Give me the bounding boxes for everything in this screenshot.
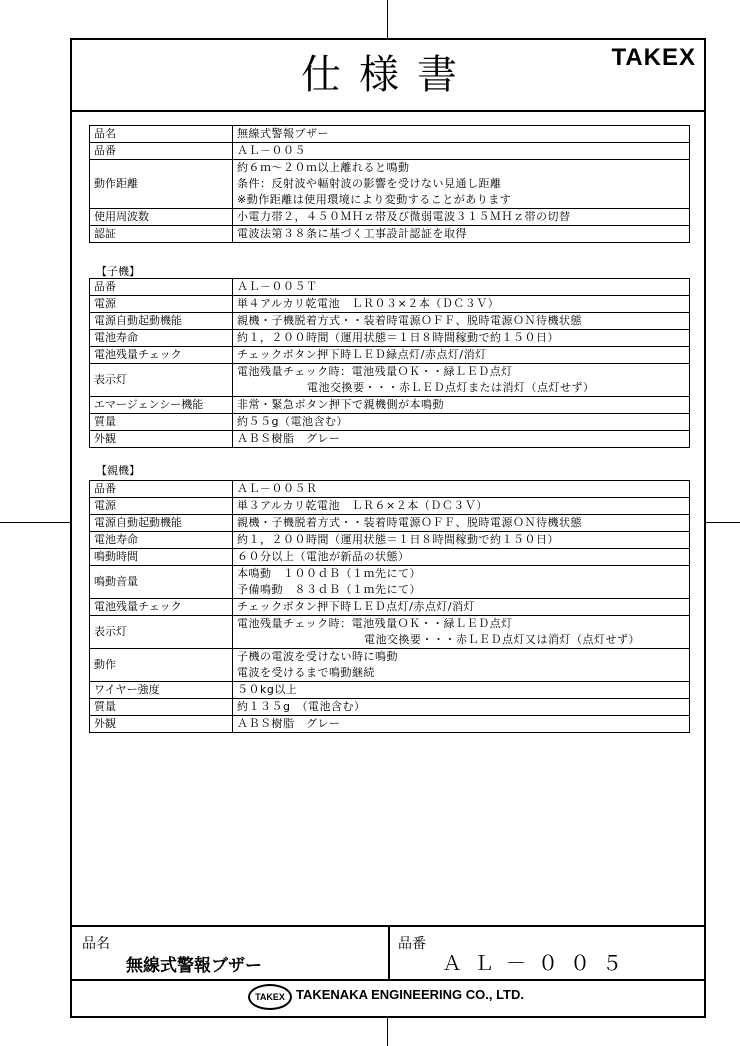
child-section-label: 【子機】 — [96, 265, 140, 278]
spec-value-line: ＡＬ－００５Ｔ — [237, 280, 318, 293]
spec-key: 質量 — [90, 699, 233, 716]
spec-value — [233, 347, 690, 364]
table-row — [90, 481, 690, 498]
spec-value — [233, 716, 690, 733]
product-name-value: 無線式警報ブザー — [126, 956, 262, 976]
spec-value — [233, 649, 690, 682]
product-code-label: 品番 — [398, 936, 426, 952]
table-row — [90, 616, 690, 649]
spec-value-line: 単４アルカリ乾電池 ＬＲ０３×２本（ＤＣ３Ｖ） — [237, 297, 500, 310]
spec-key: 表示灯 — [90, 616, 233, 649]
spec-value-line: ＡＬ－００５ — [237, 144, 306, 157]
spec-value — [233, 330, 690, 347]
product-summary — [72, 925, 704, 981]
spec-value — [233, 313, 690, 330]
spec-value-line: チェックボタン押下時ＬＥＤ点灯/赤点灯/消灯 — [237, 600, 476, 613]
table-row — [90, 226, 690, 243]
table-row — [90, 397, 690, 414]
parent-section-label: 【親機】 — [96, 464, 140, 477]
table-row — [90, 347, 690, 364]
spec-key: 電池残量チェック — [90, 347, 233, 364]
spec-value — [233, 126, 690, 143]
page-title: 仕様書 — [301, 52, 475, 98]
spec-key: 電池寿命 — [90, 532, 233, 549]
spec-value — [233, 143, 690, 160]
spec-value-line: ６０分以上（電池が新品の状態） — [237, 550, 410, 563]
table-row — [90, 330, 690, 347]
spec-value — [233, 532, 690, 549]
spec-key: 電池寿命 — [90, 330, 233, 347]
spec-key: 鳴動時間 — [90, 549, 233, 566]
table-row — [90, 160, 690, 209]
spec-key: 質量 — [90, 414, 233, 431]
spec-value-line: 親機・子機脱着方式・・装着時電源ＯＦＦ、脱時電源ＯＮ待機状態 — [237, 314, 582, 327]
child-spec-table — [89, 278, 690, 448]
table-row — [90, 364, 690, 397]
product-name-label: 品名 — [82, 936, 110, 952]
spec-key: 品番 — [90, 143, 233, 160]
parent-spec-table — [89, 480, 690, 733]
table-row — [90, 716, 690, 733]
spec-key: 品名 — [90, 126, 233, 143]
company-logo: TAKEX — [248, 984, 292, 1010]
spec-value-line: 小電力帯２，４５０ＭＨｚ帯及び微弱電波３１５ＭＨｚ帯の切替 — [237, 210, 571, 223]
spec-value-line: 電池交換要・・・赤ＬＥＤ点灯又は消灯（点灯せず） — [364, 633, 640, 646]
spec-value — [233, 481, 690, 498]
spec-value-line: 子機の電波を受けない時に鳴動 — [237, 650, 398, 663]
spec-value-line: ※動作距離は使用環境により変動することがあります — [237, 193, 512, 206]
spec-value — [233, 515, 690, 532]
table-row — [90, 143, 690, 160]
spec-value-line: ＡＢＳ樹脂 グレー — [237, 432, 341, 445]
spec-value-line: 無線式警報ブザー — [237, 127, 329, 140]
spec-key: 認証 — [90, 226, 233, 243]
spec-key: 電池残量チェック — [90, 599, 233, 616]
spec-value — [233, 549, 690, 566]
spec-key: 表示灯 — [90, 364, 233, 397]
spec-value-line: ＡＢＳ樹脂 グレー — [237, 717, 341, 730]
table-row — [90, 414, 690, 431]
table-row — [90, 532, 690, 549]
spec-value-line: 電波を受けるまで鳴動継続 — [237, 666, 375, 679]
spec-value — [233, 279, 690, 296]
table-row — [90, 296, 690, 313]
spec-value-line: 電波法第３８条に基づく工事設計認証を取得 — [237, 227, 467, 240]
spec-value-line: 約１，２００時間（運用状態＝１日８時間稼動で約１５０日） — [237, 533, 559, 546]
spec-key: ワイヤー強度 — [90, 682, 233, 699]
spec-value — [233, 616, 690, 649]
spec-value-line: 電池残量チェック時：電池残量ＯＫ・・緑ＬＥＤ点灯 — [237, 617, 513, 630]
crop-mark-left — [0, 522, 70, 523]
spec-value-line: 約５５g（電池含む） — [237, 415, 348, 428]
spec-value-line: 条件：反射波や輻射波の影響を受けない見通し距離 — [237, 177, 502, 190]
spec-value — [233, 397, 690, 414]
spec-value — [233, 296, 690, 313]
footer — [72, 977, 704, 1018]
spec-value-line: 電池交換要・・・赤ＬＥＤ点灯または消灯（点灯せず） — [307, 381, 595, 394]
table-row — [90, 279, 690, 296]
table-row — [90, 682, 690, 699]
spec-value-line: 約１３５g （電池含む） — [237, 700, 366, 713]
spec-value — [233, 599, 690, 616]
spec-key: 使用周波数 — [90, 209, 233, 226]
spec-value-line: 本鳴動 １００ｄＢ（１ｍ先にて） — [237, 567, 421, 580]
spec-value-line: 単３アルカリ乾電池 ＬＲ６×２本（ＤＣ３Ｖ） — [237, 499, 488, 512]
table-row — [90, 549, 690, 566]
spec-value — [233, 160, 690, 209]
spec-value — [233, 226, 690, 243]
table-row — [90, 313, 690, 330]
spec-value-line: ＡＬ－００５Ｒ — [237, 482, 318, 495]
spec-value — [233, 498, 690, 515]
table-row — [90, 566, 690, 599]
spec-key: 外観 — [90, 431, 233, 448]
spec-key: 電源自動起動機能 — [90, 515, 233, 532]
crop-mark-bottom — [387, 1018, 388, 1046]
title-bar — [72, 40, 704, 112]
crop-mark-right — [706, 522, 740, 523]
table-row — [90, 209, 690, 226]
spec-key: 電源自動起動機能 — [90, 313, 233, 330]
spec-value — [233, 364, 690, 397]
spec-key: 電源 — [90, 498, 233, 515]
spec-key: 動作距離 — [90, 160, 233, 209]
table-row — [90, 515, 690, 532]
company-name: TAKENAKA ENGINEERING CO., LTD. — [296, 987, 524, 1002]
spec-value-line: 約６ｍ～２０ｍ以上離れると鳴動 — [237, 161, 410, 174]
spec-value-line: 予備鳴動 ８３ｄＢ（１ｍ先にて） — [237, 583, 421, 596]
spec-value — [233, 209, 690, 226]
spec-key: 品番 — [90, 279, 233, 296]
spec-key: 鳴動音量 — [90, 566, 233, 599]
spec-value — [233, 699, 690, 716]
spec-value-line: 約１，２００時間（運用状態＝１日８時間稼動で約１５０日） — [237, 331, 559, 344]
spec-value — [233, 431, 690, 448]
spec-value — [233, 414, 690, 431]
spec-value-line: ５０kg以上 — [237, 683, 298, 696]
table-row — [90, 599, 690, 616]
summary-divider — [388, 927, 390, 979]
document-frame — [70, 38, 706, 1018]
table-row — [90, 431, 690, 448]
spec-value-line: チェックボタン押下時ＬＥＤ緑点灯/赤点灯/消灯 — [237, 348, 487, 361]
spec-key: 外観 — [90, 716, 233, 733]
spec-key: 電源 — [90, 296, 233, 313]
table-row — [90, 498, 690, 515]
table-row — [90, 126, 690, 143]
spec-value-line: 親機・子機脱着方式・・装着時電源ＯＦＦ、脱時電源ＯＮ待機状態 — [237, 516, 582, 529]
spec-value-line: 電池残量チェック時：電池残量ＯＫ・・緑ＬＥＤ点灯 — [237, 365, 513, 378]
spec-key: 品番 — [90, 481, 233, 498]
table-row — [90, 649, 690, 682]
spec-value-line: 非常・緊急ボタン押下で親機側が本鳴動 — [237, 398, 444, 411]
spec-value — [233, 682, 690, 699]
brand-logo: TAKEX — [611, 44, 696, 71]
spec-value — [233, 566, 690, 599]
general-spec-table — [89, 125, 690, 243]
crop-mark-top — [387, 0, 388, 38]
table-row — [90, 699, 690, 716]
spec-key: 動作 — [90, 649, 233, 682]
spec-key: エマージェンシー機能 — [90, 397, 233, 414]
product-code-value: ＡＬ－００５ — [442, 951, 634, 975]
